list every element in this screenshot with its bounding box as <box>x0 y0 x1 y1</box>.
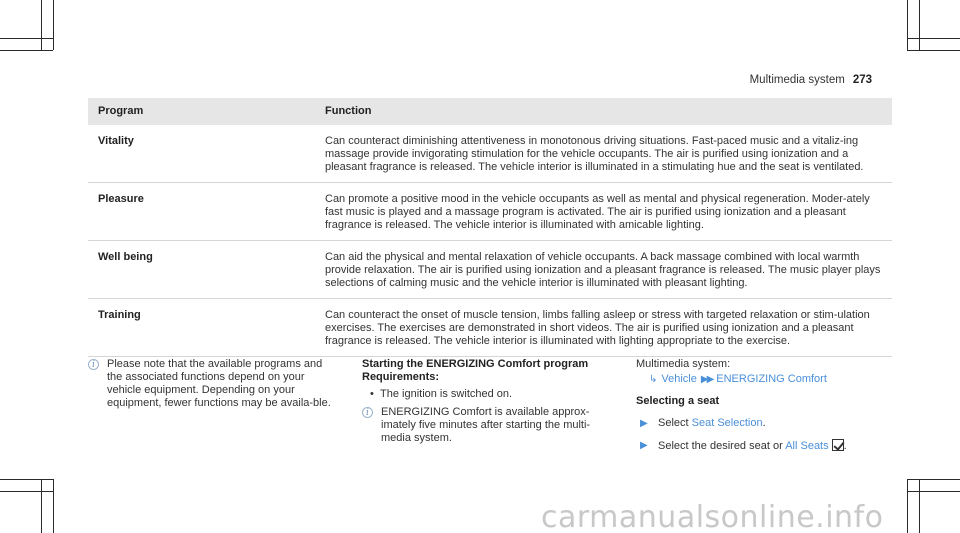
bullet-icon: • <box>370 388 374 400</box>
seat-selection-link[interactable]: Seat Selection <box>691 417 763 429</box>
starting-column <box>362 358 622 445</box>
menu-path <box>636 373 896 386</box>
enter-arrow-icon: ↳ <box>649 374 658 385</box>
section-heading: Selecting a seat <box>636 395 720 407</box>
table-row <box>88 241 892 299</box>
crop-mark <box>907 38 960 39</box>
system-label: Multimedia system: <box>636 358 731 370</box>
info-note <box>362 406 622 445</box>
step-text: Select the desired seat or <box>658 440 783 452</box>
checkbox-icon <box>832 439 844 451</box>
page-number: 273 <box>852 74 872 86</box>
programs-table <box>88 98 892 357</box>
crop-mark <box>0 491 53 492</box>
info-icon <box>362 407 373 418</box>
note-text: ENERGIZING Comfort is available approx-imately five minutes after starting the multi-media system. <box>381 406 591 444</box>
crop-mark <box>0 50 53 51</box>
program-name: Vitality <box>98 135 134 147</box>
crop-mark <box>919 479 920 533</box>
program-function: Can counteract the onset of muscle tension, limbs falling asleep or stress with targeted relaxation or stim-ulation exercises. The exercises are demonstrated in short videos. The air is purified using ionization and a pleasant fragrance is released. The vehicle interior is illuminated with lighting appropriate to the exercise. <box>325 309 870 347</box>
note-text: Please note that the available programs and the associated functions depend on your vehicle equipment. Depending on your equipment, fewer functions may be availa-ble. <box>107 358 331 409</box>
crop-mark <box>41 0 42 50</box>
crop-mark <box>907 0 908 50</box>
selecting-column <box>636 358 896 453</box>
step-text: Select <box>658 417 689 429</box>
crop-mark <box>907 491 960 492</box>
program-name: Well being <box>98 251 153 263</box>
program-function: Can aid the physical and mental relaxation of vehicle occupants. A back massage combined with local warmth provide relaxation. The air is purified using ionization and a pleasant fragrance is released. The music player plays selections of calming music and the vehicle interior is illuminated with pleasant lighting. <box>325 251 881 289</box>
step-suffix: . <box>762 417 766 429</box>
instruction-step <box>636 439 896 453</box>
program-function: Can counteract diminishing attentiveness in monotonous driving situations. Fast-paced music and a vitaliz-ing massage provide invigorating stimulation for the vehicle occupants. The air is purified using ionization and a pleasant fragrance is released. The vehicle interior is illuminated in a stimulating hue and the seat is ventilated. <box>325 135 864 173</box>
program-name: Training <box>98 309 141 321</box>
crop-mark <box>0 38 53 39</box>
step-arrow-icon: ▶ <box>640 418 648 429</box>
crop-mark <box>0 479 53 480</box>
instruction-step <box>636 417 896 430</box>
crop-mark <box>53 0 54 50</box>
all-seats-link[interactable]: All Seats <box>785 440 829 452</box>
header-function: Function <box>315 98 892 125</box>
info-note <box>88 358 358 410</box>
running-head <box>750 74 872 86</box>
requirement-text: The ignition is switched on. <box>380 388 513 400</box>
note-column <box>88 358 358 410</box>
program-name: Pleasure <box>98 193 144 205</box>
crop-mark <box>907 50 960 51</box>
crop-mark <box>907 479 960 480</box>
crop-mark <box>53 479 54 533</box>
menu-path-energizing[interactable]: ENERGIZING Comfort <box>716 373 827 385</box>
crop-mark <box>41 479 42 533</box>
program-function: Can promote a positive mood in the vehicle occupants as well as mental and physical regeneration. Moder-ately fast music is played and a massage program is activated. The air is purified using ionization and a pleasant fragrance is released. The vehicle interior is illuminated with amicable lighting. <box>325 193 870 231</box>
step-arrow-icon: ▶ <box>640 440 648 451</box>
menu-path-vehicle[interactable]: Vehicle <box>661 373 697 385</box>
crop-mark <box>919 0 920 50</box>
watermark: carmanualsonline.info <box>541 500 884 533</box>
info-icon <box>88 359 99 370</box>
table-row <box>88 125 892 183</box>
header-program: Program <box>88 98 315 125</box>
section-title: Multimedia system <box>749 74 845 86</box>
double-chevron-icon: ▶▶ <box>700 374 713 385</box>
section-heading: Starting the ENERGIZING Comfort program <box>362 358 589 370</box>
table-row <box>88 299 892 357</box>
table-header-row <box>88 98 892 125</box>
crop-mark <box>907 479 908 533</box>
requirements-label: Requirements: <box>362 371 440 383</box>
step-suffix: . <box>843 440 847 452</box>
requirement-item <box>362 388 622 401</box>
table-row <box>88 183 892 241</box>
